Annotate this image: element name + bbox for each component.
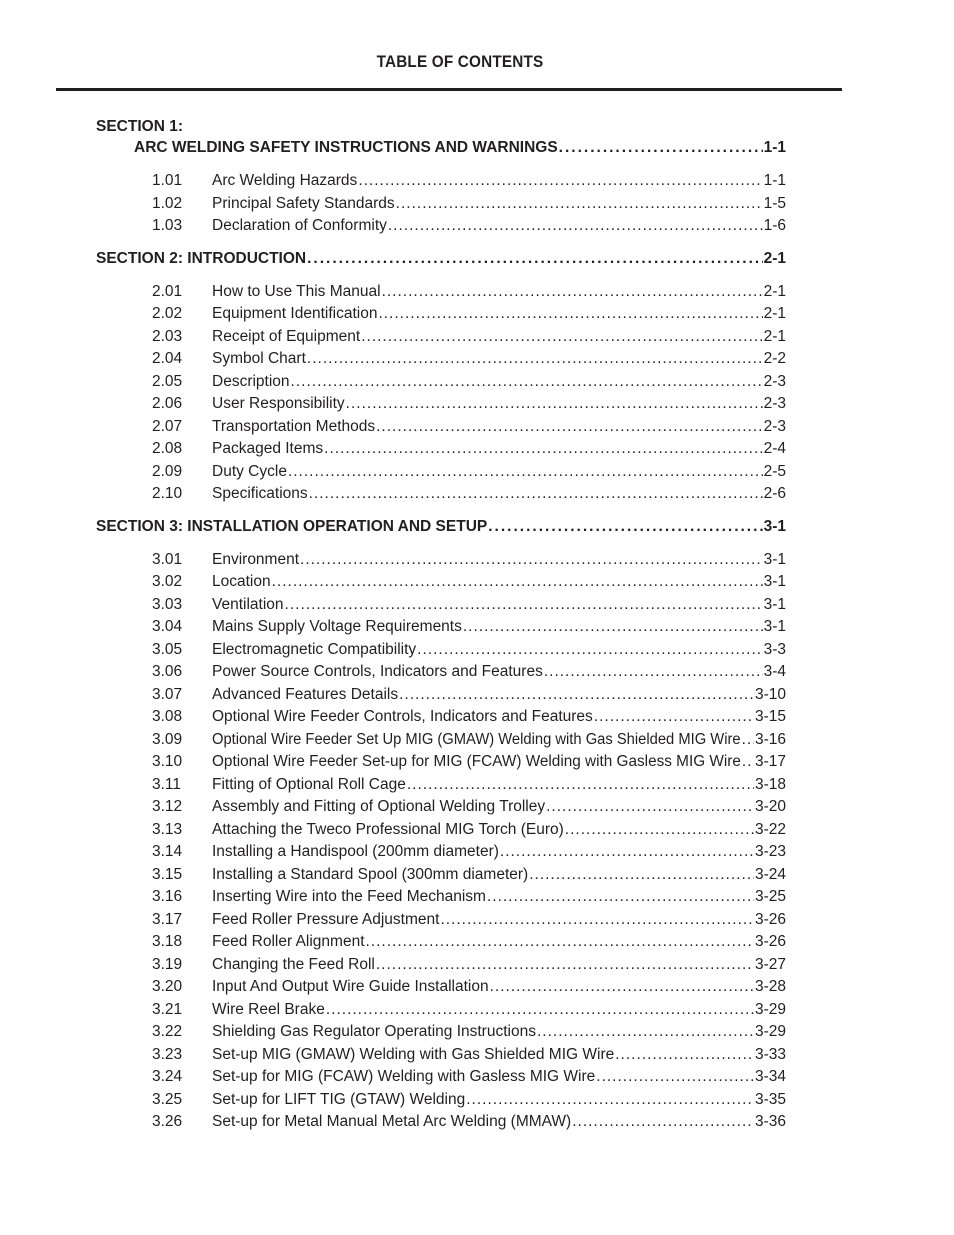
toc-entry[interactable]: [96, 1066, 786, 1089]
entry-page-number: 2-4: [763, 440, 786, 457]
dot-leader: [559, 137, 763, 159]
dot-leader: [596, 1066, 754, 1089]
section-title-row[interactable]: [96, 137, 786, 159]
entry-label: Installing a Standard Spool (300mm diameter): [212, 865, 529, 883]
dot-leader: [529, 864, 754, 887]
dot-leader: [399, 684, 754, 707]
dot-leader: [615, 1044, 754, 1067]
entry-label: Feed Roller Alignment: [212, 933, 365, 950]
entry-number: 3.10: [152, 753, 183, 770]
toc-entry[interactable]: [96, 215, 786, 238]
entry-label: Power Source Controls, Indicators and Features: [212, 663, 543, 680]
entry-page-number: 3-27: [754, 955, 786, 973]
toc-entry[interactable]: [96, 616, 786, 639]
toc-entry[interactable]: [96, 1021, 786, 1044]
entry-label: Set-up for LIFT TIG (GTAW) Welding: [212, 1090, 466, 1108]
entry-page-number: 2-3: [763, 417, 786, 435]
entry-number: 3.17: [152, 910, 183, 928]
dot-leader: [440, 909, 754, 932]
entry-page-number: 3-26: [754, 910, 786, 928]
entry-page-number: 3-25: [754, 888, 786, 905]
entry-label: Electromagnetic Compatibility: [212, 640, 417, 658]
entry-number: 3.18: [152, 933, 183, 950]
entry-page-number: 2-1: [763, 327, 786, 345]
entry-number: 2.10: [152, 485, 183, 502]
entry-label: Optional Wire Feeder Set-up for MIG (FCAW) Welding with Gasless MIG Wire: [212, 753, 741, 770]
entry-label: Packaged Items: [212, 440, 324, 457]
entry-number: 3.08: [152, 708, 183, 725]
entry-number: 1.01: [152, 172, 183, 189]
toc-entry[interactable]: [96, 999, 786, 1022]
toc-entry[interactable]: [96, 326, 786, 349]
entry-label: Location: [212, 573, 271, 590]
toc-entry[interactable]: [96, 1111, 786, 1134]
entry-number: 3.14: [152, 843, 183, 860]
entry-label: How to Use This Manual: [212, 282, 381, 300]
entry-page-number: 2-1: [763, 282, 786, 300]
toc-entry[interactable]: [96, 954, 786, 977]
toc-entry[interactable]: [96, 684, 786, 707]
entry-page-number: 3-20: [754, 798, 786, 815]
entry-number: 3.04: [152, 618, 183, 635]
dot-leader: [565, 819, 754, 842]
entry-page-number: 3-26: [754, 933, 786, 950]
dot-leader: [487, 886, 754, 909]
dot-leader: [378, 303, 762, 326]
dot-leader: [466, 1089, 754, 1112]
entry-number: 3.20: [152, 978, 183, 995]
entry-label: Receipt of Equipment: [212, 327, 361, 345]
entry-page-number: 3-4: [763, 663, 786, 680]
dot-leader: [572, 1111, 754, 1134]
entry-page-number: 3-34: [754, 1068, 786, 1085]
entry-number: 2.02: [152, 305, 183, 322]
toc-entry[interactable]: [96, 348, 786, 371]
entry-number: 2.09: [152, 462, 183, 480]
entry-page-number: 1-1: [763, 172, 786, 189]
entry-page-number: 3-1: [763, 573, 786, 590]
entry-number: 2.07: [152, 417, 183, 435]
entry-number: 3.05: [152, 640, 183, 658]
section-title: SECTION 3: INSTALLATION OPERATION AND SETUP: [96, 517, 488, 535]
toc-entry[interactable]: [96, 819, 786, 842]
dot-leader: [376, 416, 762, 439]
entry-page-number: 3-3: [763, 640, 786, 658]
dot-leader: [358, 170, 762, 193]
dot-leader: [361, 326, 762, 349]
entry-label: Feed Roller Pressure Adjustment: [212, 910, 440, 928]
dot-leader: [272, 571, 763, 594]
entry-label: Installing a Handispool (200mm diameter): [212, 843, 499, 860]
dot-leader: [376, 954, 754, 977]
entry-label: Optional Wire Feeder Set Up MIG (GMAW) Welding with Gas Shielded MIG Wire: [212, 730, 741, 748]
section-page-number: 3-1: [763, 517, 786, 535]
toc-entry[interactable]: [96, 1089, 786, 1112]
toc-entry[interactable]: [96, 976, 786, 999]
entry-label: Input And Output Wire Guide Installation: [212, 978, 489, 995]
toc-entry[interactable]: [96, 281, 786, 304]
dot-leader: [537, 1021, 754, 1044]
dot-leader: [346, 393, 763, 416]
entry-label: Transportation Methods: [212, 417, 376, 435]
entry-label: Wire Reel Brake: [212, 1000, 325, 1018]
dot-leader: [742, 729, 754, 752]
entry-page-number: 3-36: [754, 1113, 786, 1130]
section-title: SECTION 2: INTRODUCTION: [96, 249, 307, 267]
entry-label: Changing the Feed Roll: [212, 955, 375, 973]
toc-entry[interactable]: [96, 796, 786, 819]
entry-number: 1.02: [152, 194, 183, 212]
entry-page-number: 2-1: [763, 305, 786, 322]
entry-number: 3.06: [152, 663, 183, 680]
entry-label: Ventilation: [212, 595, 284, 613]
entry-number: 3.07: [152, 685, 183, 703]
dot-leader: [382, 281, 763, 304]
entry-number: 3.09: [152, 730, 183, 748]
dot-leader: [407, 774, 754, 797]
entry-number: 2.04: [152, 350, 183, 367]
entry-page-number: 3-22: [754, 820, 786, 838]
entry-page-number: 2-2: [763, 350, 786, 367]
toc-entry[interactable]: [96, 371, 786, 394]
dot-leader: [366, 931, 754, 954]
dot-leader: [500, 841, 754, 864]
toc-entry[interactable]: [96, 193, 786, 216]
dot-leader: [417, 639, 762, 662]
section-heading: SECTION 1:: [96, 118, 183, 135]
section-page-number: 2-1: [763, 249, 786, 267]
toc-entry[interactable]: [96, 483, 786, 506]
dot-leader: [309, 483, 763, 506]
toc-entry[interactable]: [96, 841, 786, 864]
entry-label: Advanced Features Details: [212, 685, 399, 703]
entry-number: 3.26: [152, 1113, 183, 1130]
entry-number: 1.03: [152, 217, 183, 234]
title-divider: [56, 88, 842, 91]
toc-entry[interactable]: [96, 461, 786, 484]
entry-label: Set-up for Metal Manual Metal Arc Welding (MMAW): [212, 1113, 572, 1130]
entry-number: 3.16: [152, 888, 183, 905]
toc-entry[interactable]: [96, 909, 786, 932]
entry-page-number: 3-17: [754, 753, 786, 770]
dot-leader: [288, 461, 763, 484]
toc-entry[interactable]: [96, 639, 786, 662]
dot-leader: [594, 706, 754, 729]
entry-label: Shielding Gas Regulator Operating Instructions: [212, 1023, 536, 1040]
entry-number: 3.12: [152, 798, 183, 815]
entry-label: Mains Supply Voltage Requirements: [212, 618, 462, 635]
dot-leader: [324, 438, 762, 461]
toc-entry[interactable]: [96, 661, 786, 684]
entry-number: 3.25: [152, 1090, 183, 1108]
entry-page-number: 1-6: [763, 217, 786, 234]
page-title: TABLE OF CONTENTS: [376, 52, 544, 71]
toc-entry[interactable]: [96, 931, 786, 954]
table-of-contents: [96, 117, 786, 1134]
entry-number: 2.05: [152, 372, 183, 390]
entry-label: Assembly and Fitting of Optional Welding Trolley: [212, 798, 546, 815]
entry-page-number: 3-33: [754, 1045, 786, 1063]
entry-number: 3.24: [152, 1068, 183, 1085]
entry-number: 3.15: [152, 865, 183, 883]
dot-leader: [285, 594, 763, 617]
entry-number: 2.03: [152, 327, 183, 345]
entry-label: Symbol Chart: [212, 350, 306, 367]
entry-label: Set-up MIG (GMAW) Welding with Gas Shielded MIG Wire: [212, 1045, 615, 1063]
dot-leader: [396, 193, 763, 216]
section-page-number: 1-1: [763, 139, 786, 156]
toc-entry[interactable]: [96, 571, 786, 594]
dot-leader: [388, 215, 763, 238]
entry-page-number: 3-23: [754, 843, 786, 860]
entry-label: Arc Welding Hazards: [212, 172, 358, 189]
entry-page-number: 3-10: [754, 685, 786, 703]
entry-page-number: 2-5: [763, 462, 786, 480]
entry-number: 3.11: [152, 775, 182, 793]
toc-entry[interactable]: [96, 886, 786, 909]
dot-leader: [488, 516, 762, 538]
entry-number: 3.21: [152, 1000, 183, 1018]
entry-page-number: 2-3: [763, 372, 786, 390]
entry-page-number: 3-1: [763, 550, 786, 568]
dot-leader: [326, 999, 754, 1022]
toc-entry[interactable]: [96, 170, 786, 193]
entry-number: 3.03: [152, 595, 183, 613]
toc-entry[interactable]: [96, 706, 786, 729]
toc-entry[interactable]: [96, 594, 786, 617]
entry-number: 3.13: [152, 820, 183, 838]
entry-label: Principal Safety Standards: [212, 194, 395, 212]
toc-entry[interactable]: [96, 751, 786, 774]
entry-label: User Responsibility: [212, 395, 345, 412]
entry-label: Fitting of Optional Roll Cage: [212, 775, 406, 793]
entry-label: Equipment Identification: [212, 305, 378, 322]
entry-page-number: 2-3: [763, 395, 786, 412]
dot-leader: [291, 371, 763, 394]
dot-leader: [463, 616, 763, 639]
entry-page-number: 3-29: [754, 1023, 786, 1040]
entry-number: 3.02: [152, 573, 183, 590]
section-title: ARC WELDING SAFETY INSTRUCTIONS AND WARNINGS: [134, 139, 558, 156]
toc-entry[interactable]: [96, 416, 786, 439]
entry-label: Description: [212, 372, 290, 390]
entry-number: 2.06: [152, 395, 183, 412]
entry-page-number: 3-18: [754, 775, 786, 793]
entry-page-number: 3-28: [754, 978, 786, 995]
toc-entry[interactable]: [96, 393, 786, 416]
entry-label: Optional Wire Feeder Controls, Indicators and Features: [212, 708, 593, 725]
entry-number: 3.01: [152, 550, 183, 568]
toc-entry[interactable]: [96, 774, 786, 797]
entry-label: Specifications: [212, 485, 308, 502]
entry-number: 3.23: [152, 1045, 183, 1063]
toc-entry[interactable]: [96, 864, 786, 887]
entry-page-number: 3-16: [754, 730, 786, 748]
entry-page-number: 3-24: [754, 865, 786, 883]
entry-number: 2.01: [152, 282, 183, 300]
section-title-row[interactable]: [96, 248, 786, 270]
section-title-row[interactable]: [96, 516, 786, 538]
toc-entry[interactable]: [96, 1044, 786, 1067]
dot-leader: [307, 348, 763, 371]
entry-number: 3.22: [152, 1023, 183, 1040]
toc-entry[interactable]: [96, 549, 786, 572]
dot-leader: [490, 976, 754, 999]
entry-page-number: 1-5: [763, 194, 786, 212]
entry-label: Declaration of Conformity: [212, 217, 387, 234]
entry-page-number: 3-29: [754, 1000, 786, 1018]
entry-page-number: 3-1: [763, 595, 786, 613]
entry-label: Environment: [212, 550, 300, 568]
toc-entry[interactable]: [96, 438, 786, 461]
dot-leader: [544, 661, 763, 684]
entry-number: 3.19: [152, 955, 183, 973]
dot-leader: [300, 549, 763, 572]
dot-leader: [546, 796, 754, 819]
entry-number: 2.08: [152, 440, 183, 457]
entry-label: Duty Cycle: [212, 462, 287, 480]
entry-page-number: 3-35: [754, 1090, 786, 1108]
toc-entry[interactable]: [96, 729, 786, 752]
entry-label: Attaching the Tweco Professional MIG Torch (Euro): [212, 820, 564, 838]
entry-label: Set-up for MIG (FCAW) Welding with Gasless MIG Wire: [212, 1068, 596, 1085]
entry-label: Inserting Wire into the Feed Mechanism: [212, 888, 486, 905]
entry-page-number: 3-1: [763, 618, 786, 635]
entry-page-number: 3-15: [754, 708, 786, 725]
dot-leader: [307, 248, 762, 270]
toc-entry[interactable]: [96, 303, 786, 326]
dot-leader: [742, 751, 754, 774]
entry-page-number: 2-6: [763, 485, 786, 502]
